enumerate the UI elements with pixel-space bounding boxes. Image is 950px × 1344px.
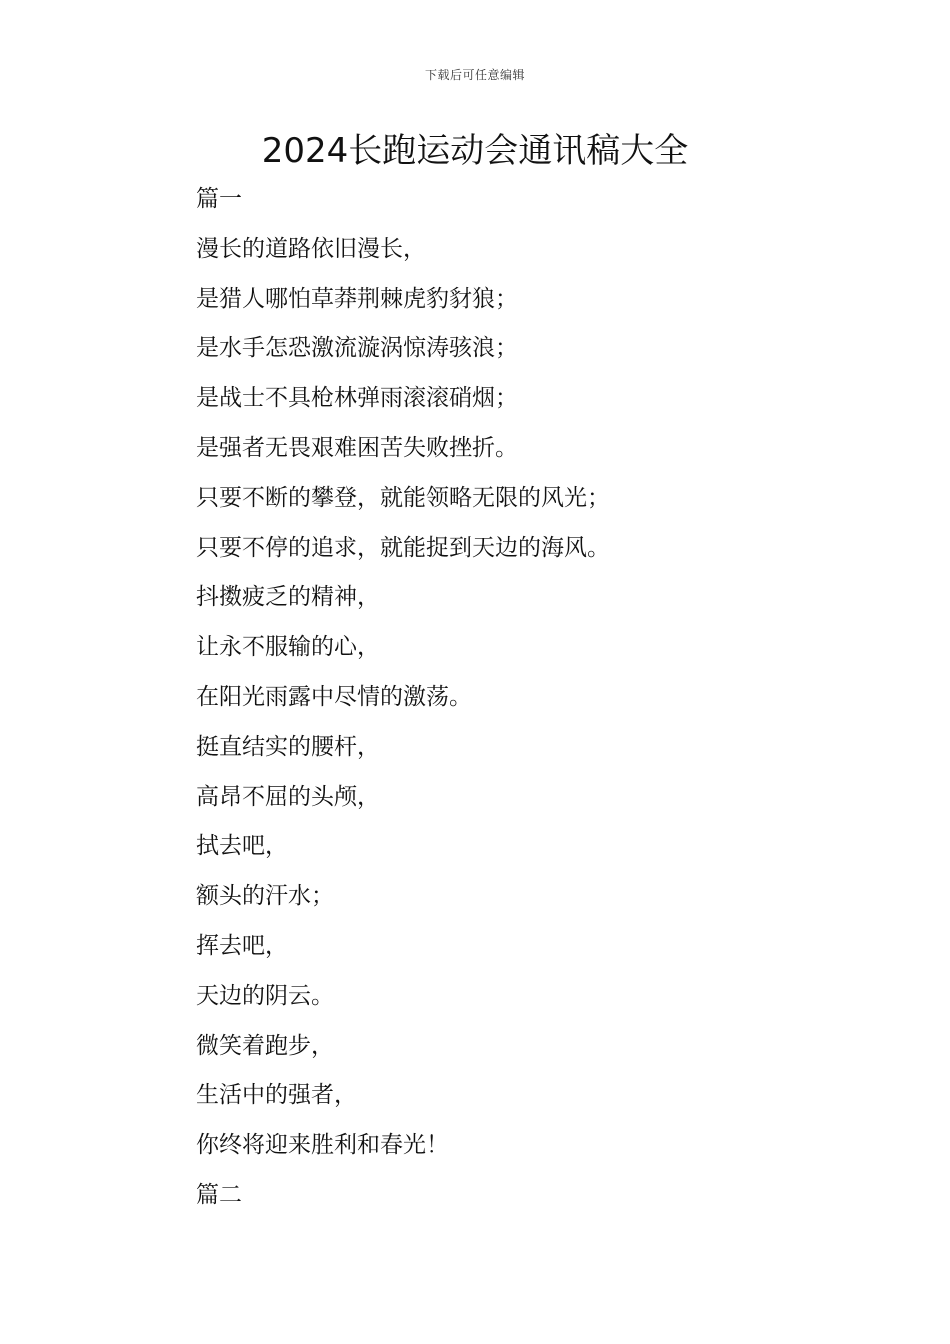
section-heading: 篇二 (196, 1181, 242, 1208)
text-line: 让永不服输的心， (196, 634, 380, 661)
text-line: 在阳光雨露中尽情的激荡。 (196, 683, 472, 710)
text-line: 是战士不具枪林弹雨滚滚硝烟； (196, 385, 518, 412)
document-title: 2024长跑运动会通讯稿大全 (261, 131, 689, 171)
text-line: 是强者无畏艰难困苦失败挫折。 (196, 434, 518, 461)
text-line: 你终将迎来胜利和春光！ (196, 1132, 449, 1159)
text-line: 只要不断的攀登，就能领略无限的风光； (196, 484, 610, 511)
text-line: 额头的汗水； (196, 883, 334, 910)
text-line: 抖擞疲乏的精神， (196, 584, 380, 611)
text-line: 高昂不屈的头颅， (196, 783, 380, 810)
text-line: 漫长的道路依旧漫长， (196, 235, 426, 262)
text-line: 只要不停的追求，就能捉到天边的海风。 (196, 534, 610, 561)
text-line: 挺直结实的腰杆， (196, 733, 380, 760)
text-line: 天边的阴云。 (196, 982, 334, 1009)
text-line: 是水手怎恐激流漩涡惊涛骇浪； (196, 335, 518, 362)
text-line: 是猎人哪怕草莽荆棘虎豹豺狼； (196, 285, 518, 312)
document-body (196, 175, 836, 1221)
text-line: 微笑着跑步， (196, 1032, 334, 1059)
text-line: 拭去吧， (196, 833, 288, 860)
section-heading: 篇一 (196, 186, 242, 212)
text-line: 挥去吧， (196, 932, 288, 959)
text-line: 生活中的强者， (196, 1082, 357, 1109)
header-note: 下载后可任意编辑 (424, 68, 525, 82)
